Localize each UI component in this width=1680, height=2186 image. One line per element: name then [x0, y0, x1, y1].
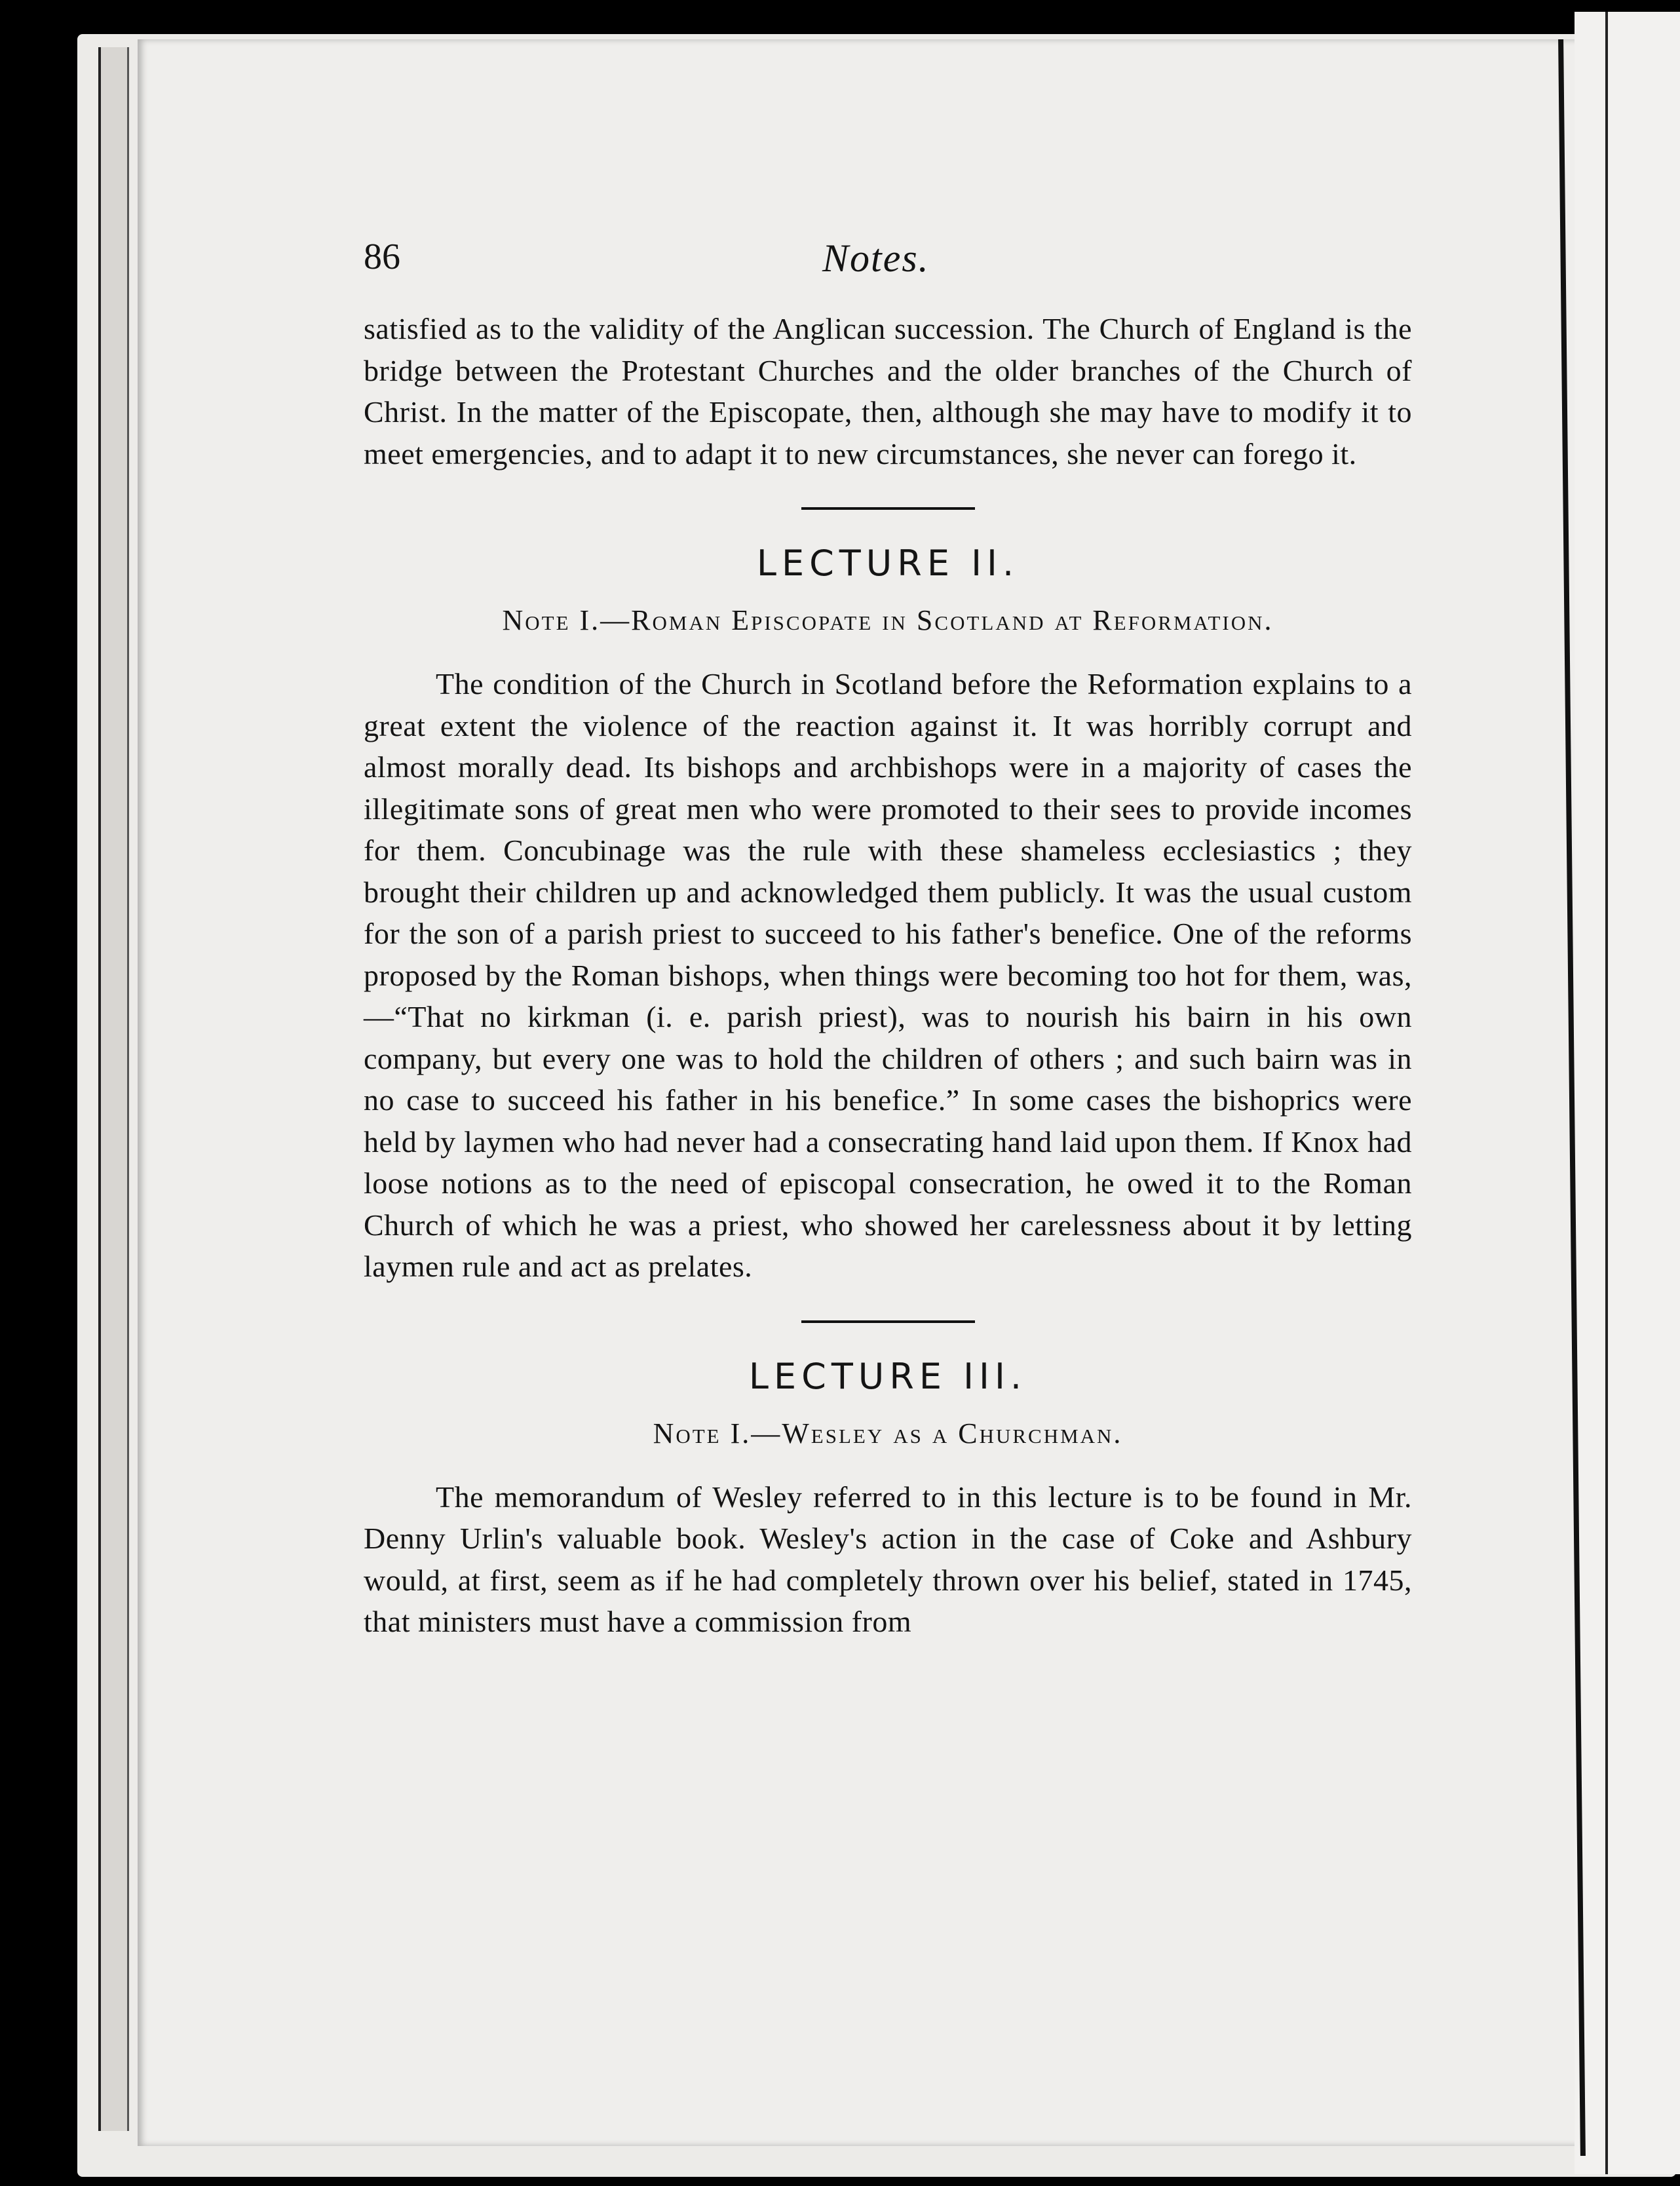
lecture-3-paragraph: The memorandum of Wesley referred to in this lecture is to be found in Mr. Denny Urlin's valuable book. Wesley's action in the case of Coke and Ashbury would, at first, seem as if he had completely thrown over his belief, stated in 1745, that ministers must have a commission from — [364, 1480, 1412, 1638]
lecture-2-note-title: Note I.—Roman Episcopate in Scotland at Reformation. — [502, 604, 1274, 636]
page-content — [364, 236, 1412, 1643]
section-rule — [801, 1320, 975, 1323]
running-title: Notes. — [822, 237, 930, 280]
lecture-3-note-title: Note I.—Wesley as a Churchman. — [653, 1417, 1123, 1449]
page-stack-edge — [98, 47, 129, 2131]
lecture-2-heading: LECTURE II. — [756, 543, 1020, 584]
lecture-2-paragraph: The condition of the Church in Scotland before the Reformation explains to a great extent the violence of the reaction against it. It was horribly corrupt and almost morally dead. Its bishops and archbishops were in a majority of cases the illegitimate sons of great men who were promoted to their sees to provide incomes for them. Concubinage was the rule with these shameless ecclesiastics ; they brought their children up and acknowledged them publicly. It was the usual custom for the son of a parish priest to succeed to his father's benefice. One of the reforms proposed by the Roman bishops, when things were becoming too hot for them, was,—“That no kirkman (i. e. parish priest), was to nourish his bairn in his own company, but every one was to hold the children of others ; and such bairn was in no case to succeed his father in his benefice.” In some cases the bishoprics were held by laymen who had never had a consecrating hand laid upon them. If Knox had loose notions as to the need of episcopal consecration, he owed it to the Roman Church of which he was a priest, who showed her carelessness about it by letting laymen rule and act as prelates. — [364, 667, 1412, 1283]
section-rule — [801, 507, 975, 510]
facing-page-border — [1605, 12, 1608, 2174]
lecture-3-heading: LECTURE III. — [748, 1355, 1027, 1397]
facing-page-edge — [1575, 12, 1680, 2174]
page-number: 86 — [364, 237, 400, 277]
running-head — [364, 236, 1412, 308]
intro-paragraph: satisfied as to the validity of the Anglican succession. The Church of England is the bridge between the Protestant Churches and the older branches of the Church of Christ. In the matter of the Episcopate, then, although she may have to modify it to meet emergencies, and to adapt it to new circumstances, she never can forego it. — [364, 312, 1412, 470]
